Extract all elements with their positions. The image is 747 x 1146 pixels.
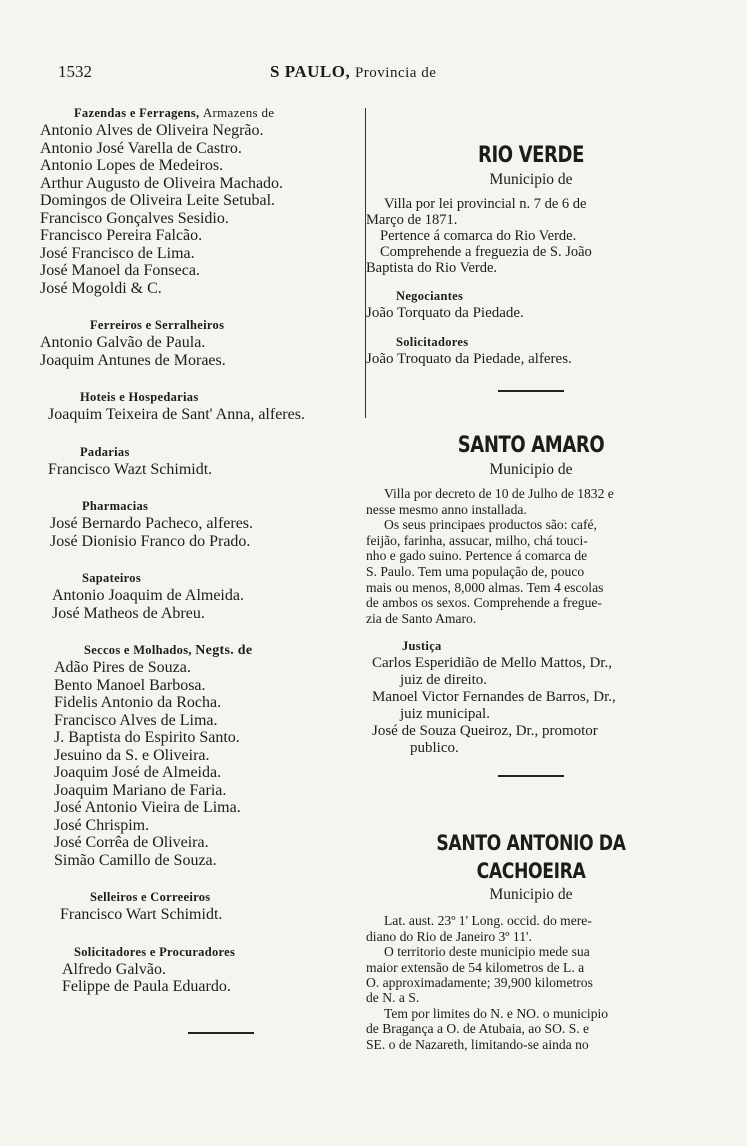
list-item: Felippe de Paula Eduardo. bbox=[62, 978, 231, 995]
list-item: Alfredo Galvão. bbox=[62, 960, 166, 978]
list-item: Francisco Wazt Schimidt. bbox=[48, 460, 213, 478]
town-title-santo-amaro: SANTO AMARO bbox=[457, 433, 605, 458]
list-item: José Mogoldi & C. bbox=[40, 279, 162, 297]
list-item: José de Souza Queiroz, Dr., promotor bbox=[372, 723, 598, 740]
list-item: José Francisco de Lima. bbox=[40, 244, 195, 262]
section-heading-padarias: Padarias bbox=[80, 444, 130, 459]
section-heading-negociantes: Negociantes bbox=[396, 289, 464, 303]
municipio-label: Municipio de bbox=[489, 171, 573, 188]
section-heading-solicitadores-procuradores: Solicitadores e Procuradores bbox=[74, 944, 236, 959]
list-item-role: publico. bbox=[410, 740, 459, 757]
list-item: Francisco Alves de Lima. bbox=[54, 711, 218, 729]
list-item: Simão Camillo de Souza. bbox=[54, 851, 217, 869]
list-justica bbox=[366, 655, 696, 757]
section-heading-hoteis: Hoteis e Hospedarias bbox=[80, 390, 199, 404]
rio-verde-description: Villa por lei provincial n. 7 de 6 de Março de 1871. Pertence á comarca do Rio Verde. Comprehende a freguezia de S. João Baptista do Rio Verde. bbox=[366, 196, 592, 276]
list-item: Bento Manoel Barbosa. bbox=[54, 676, 206, 694]
list-item-role: juiz de direito. bbox=[400, 672, 488, 689]
list-item: José Chrispim. bbox=[54, 816, 150, 834]
list-item: Arthur Augusto de Oliveira Machado. bbox=[40, 174, 284, 192]
list-item: Joaquim Antunes de Moraes. bbox=[40, 351, 226, 369]
left-column bbox=[40, 104, 362, 1034]
list-item: Antonio Galvão de Paula. bbox=[40, 334, 206, 351]
list-item: Joaquim Teixeira de Sant' Anna, alferes. bbox=[48, 406, 305, 423]
section-heading-fazendas: Fazendas e Ferragens, Armazens de bbox=[74, 105, 275, 120]
list-item: José Antonio Vieira de Lima. bbox=[54, 799, 241, 816]
list-item: Domingos de Oliveira Leite Setubal. bbox=[40, 192, 276, 209]
list-item: Jesuino da S. e Oliveira. bbox=[54, 746, 210, 764]
list-item: José Corrêa de Oliveira. bbox=[54, 834, 209, 851]
list-item: José Dionisio Franco do Prado. bbox=[50, 532, 251, 550]
section-heading-solicitadores: Solicitadores bbox=[396, 335, 469, 349]
list-item: Antonio Lopes de Medeiros. bbox=[40, 157, 224, 174]
section-heading-pharmacias: Pharmacias bbox=[82, 499, 149, 513]
municipio-label: Municipio de bbox=[489, 461, 573, 478]
list-item: Antonio José Varella de Castro. bbox=[40, 139, 242, 157]
list-item: Fidelis Antonio da Rocha. bbox=[54, 694, 222, 711]
list-item: J. Baptista do Espirito Santo. bbox=[54, 729, 240, 746]
list-item: Francisco Gonçalves Sesidio. bbox=[40, 209, 229, 227]
list-item: Carlos Esperidião de Mello Mattos, Dr., bbox=[372, 655, 612, 672]
section-rule bbox=[188, 1032, 254, 1034]
town-title-rio-verde: RIO VERDE bbox=[477, 143, 585, 168]
list-item: José Bernardo Pacheco, alferes. bbox=[50, 515, 254, 532]
list-item: Joaquim Mariano de Faria. bbox=[54, 781, 227, 799]
running-title-bold: S PAULO, bbox=[270, 62, 351, 81]
right-column bbox=[366, 112, 696, 1052]
running-title-rest: Provincia de bbox=[354, 65, 437, 81]
section-heading-justica: Justiça bbox=[402, 639, 442, 654]
section-heading-seccos: Seccos e Molhados, Negts. de bbox=[84, 643, 253, 658]
list-item: Manoel Victor Fernandes de Barros, Dr., bbox=[372, 689, 616, 706]
section-heading-selleiros: Selleiros e Correeiros bbox=[90, 890, 211, 904]
list-item: Francisco Wart Schimidt. bbox=[60, 906, 223, 923]
section-heading-ferreiros: Ferreiros e Serralheiros bbox=[90, 318, 225, 332]
town-title-santo-antonio: SANTO ANTONIO DA CACHOEIRA bbox=[436, 831, 626, 884]
santo-amaro-description: Villa por decreto de 10 de Julho de 1832 e nesse mesmo anno installada. Os seus principaes productos são: café, feijão, farinha, assucar, milho, chá touci- nho e gado suino. Pertence á comarca de S. Paulo. Tem uma população de, pouco mais ou menos, 8,000 almas. Tem 4 escolas de ambos os sexos. Comprehende a fregue- zia de Santo Amaro. bbox=[366, 486, 614, 626]
list-item: José Matheos de Abreu. bbox=[52, 604, 205, 622]
list-seccos bbox=[40, 659, 362, 869]
list-item: Joaquim José de Almeida. bbox=[54, 764, 222, 781]
page-number: 1532 bbox=[58, 62, 92, 81]
list-item: João Troquato da Piedade, alferes. bbox=[366, 351, 572, 367]
list-item: Antonio Alves de Oliveira Negrão. bbox=[40, 122, 264, 139]
list-item: Francisco Pereira Falcão. bbox=[40, 227, 203, 244]
list-item-role: juiz municipal. bbox=[400, 706, 490, 723]
list-item: José Manoel da Fonseca. bbox=[40, 262, 200, 279]
municipio-label: Municipio de bbox=[489, 886, 573, 904]
running-title bbox=[270, 62, 436, 82]
list-item: João Torquato da Piedade. bbox=[366, 305, 524, 321]
list-item: Antonio Joaquim de Almeida. bbox=[52, 587, 244, 604]
list-item: Adão Pires de Souza. bbox=[54, 659, 191, 676]
section-heading-sapateiros: Sapateiros bbox=[82, 571, 142, 585]
list-fazendas bbox=[40, 122, 362, 297]
santo-antonio-description: Lat. aust. 23º 1' Long. occid. do mere- diano do Rio de Janeiro 3º 11'. O territorio deste municipio mede sua maior extensão de 54 kilometros de L. a O. approximadamente; 39,900 kilometros de N. a S. Tem por limites do N. e NO. o municipio de Bragança a O. de Atubaia, ao SO. S. e SE. o de Nazareth, limitando-se ainda no bbox=[366, 913, 609, 1052]
